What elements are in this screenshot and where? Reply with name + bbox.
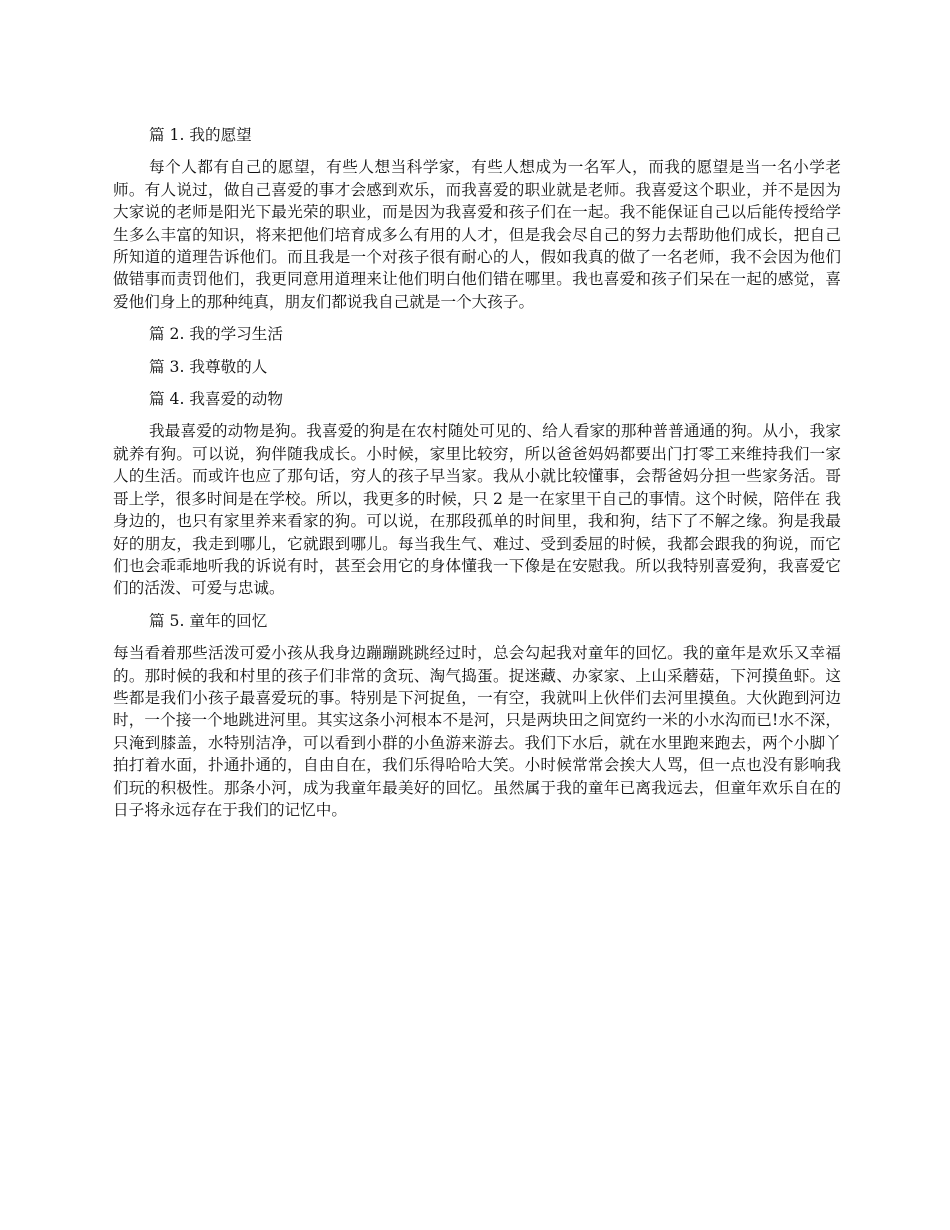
document-page: [113, 124, 841, 831]
section-1-body: 每个人都有自己的愿望，有些人想当科学家，有些人想成为一名军人，而我的愿望是当一名小学老师。有人说过，做自己喜爱的事才会感到欢乐，而我喜爱的职业就是老师。我喜爱这个职业，并不是因为大家说的老师是阳光下最光荣的职业，而是因为我喜爱和孩子们在一起。我不能保证自己以后能传授给学生多么丰富的知识，将来把他们培育成多么有用的人才，但是我会尽自己的努力去帮助他们成长，把自己所知道的道理告诉他们。而且我是一个对孩子很有耐心的人，假如我真的做了一名老师，我不会因为他们做错事而责罚他们，我更同意用道理来让他们明白他们错在哪里。我也喜爱和孩子们呆在一起的感觉，喜爱他们身上的那种纯真，朋友们都说我自己就是一个大孩子。: [113, 158, 841, 311]
section-4-heading: 篇 4. 我喜爱的动物: [149, 390, 283, 409]
section-4-body: 我最喜爱的动物是狗。我喜爱的狗是在农村随处可见的、给人看家的那种普普通通的狗。从小，我家就养有狗。可以说，狗伴随我成长。小时候，家里比较穷，所以爸爸妈妈都要出门打零工来维持我们一家人的生活。而或许也应了那句话，穷人的孩子早当家。我从小就比较懂事，会帮爸妈分担一些家务活。哥哥上学，很多时间是在学校。所以，我更多的时候，只 2 是一在家里干自己的事情。这个时候，陪伴在 我身边的，也只有家里养来看家的狗。可以说，在那段孤单的时间里，我和狗，结下了不解之缘。狗是我最好的朋友，我走到哪儿，它就跟到哪儿。每当我生气、难过、受到委屈的时候，我都会跟我的狗说，而它们也会乖乖地听我的诉说有时，甚至会用它的身体懂我一下像是在安慰我。所以我特别喜爱狗，我喜爱它们的活泼、可爱与忠诚。: [113, 422, 841, 598]
section-5-heading: 篇 5. 童年的回忆: [149, 611, 268, 630]
section-5-body: 每当看着那些活泼可爱小孩从我身边蹦蹦跳跳经过时，总会勾起我对童年的回忆。我的童年是欢乐又幸福的。那时候的我和村里的孩子们非常的贪玩、淘气捣蛋。捉迷藏、办家家、上山采蘑菇，下河摸鱼虾。这些都是我们小孩子最喜爱玩的事。特别是下河捉鱼，一有空，我就叫上伙伴们去河里摸鱼。大伙跑到河边时，一个接一个地跳进河里。其实这条小河根本不是河，只是两块田之间宽约一米的小水沟而已!水不深，只淹到膝盖，水特别洁净，可以看到小群的小鱼游来游去。我们下水后，就在水里跑来跑去，两个小脚丫拍打着水面，扑通扑通的，自由自在，我们乐得哈哈大笑。小时候常常会挨大人骂，但一点也没有影响我们玩的积极性。那条小河，成为我童年最美好的回忆。虽然属于我的童年已离我远去，但童年欢乐自在的日子将永远存在于我们的记忆中。: [113, 644, 841, 819]
section-3-heading: 篇 3. 我尊敬的人: [149, 357, 268, 376]
section-2-heading: 篇 2. 我的学习生活: [149, 325, 283, 344]
section-1-heading: 篇 1. 我的愿望: [149, 126, 252, 144]
